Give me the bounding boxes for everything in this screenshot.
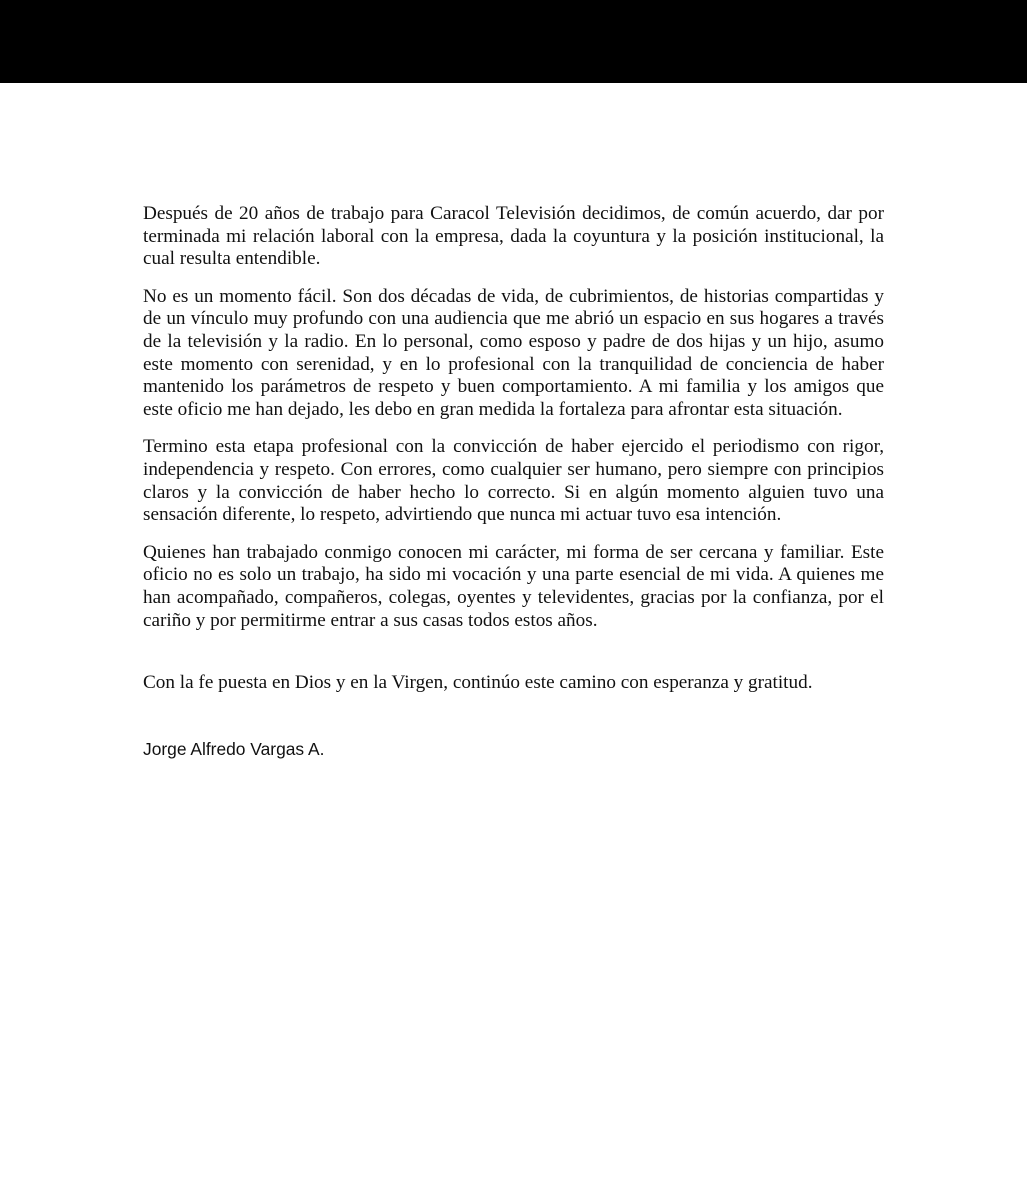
paragraph-4: Quienes han trabajado conmigo conocen mi carácter, mi forma de ser cercana y familiar. Este oficio no es solo un trabajo, ha sido mi vocación y una parte esencial de mi vida. A quienes me han acompañado, compañeros, colegas, oyentes y televidentes, gracias por la confianza, por el cariño y por permitirme entrar a sus casas todos estos años. (143, 541, 884, 631)
paragraph-2: No es un momento fácil. Son dos décadas de vida, de cubrimientos, de historias compartidas y de un vínculo muy profundo con una audiencia que me abrió un espacio en sus hogares a través de la televisión y la radio. En lo personal, como esposo y padre de dos hijas y un hijo, asumo este momento con serenidad, y en lo profesional con la tranquilidad de conciencia de haber mantenido los parámetros de respeto y buen comportamiento. A mi familia y los amigos que este oficio me han dejado, les debo en gran medida la fortaleza para afrontar esta situación. (143, 285, 884, 420)
letter-body (143, 203, 884, 775)
document-page (0, 83, 1027, 1200)
signature: Jorge Alfredo Vargas A. (143, 738, 325, 759)
closing-line: Con la fe puesta en Dios y en la Virgen, continúo este camino con esperanza y gratitud. (143, 672, 813, 694)
top-black-bar (0, 0, 1027, 83)
paragraph-3: Termino esta etapa profesional con la convicción de haber ejercido el periodismo con rigor, independencia y respeto. Con errores, como cualquier ser humano, pero siempre con principios claros y la convicción de haber hecho lo correcto. Si en algún momento alguien tuvo una sensación diferente, lo respeto, advirtiendo que nunca mi actuar tuvo esa intención. (143, 436, 884, 526)
paragraph-1: Después de 20 años de trabajo para Caracol Televisión decidimos, de común acuerdo, dar por terminada mi relación laboral con la empresa, dada la coyuntura y la posición institucional, la cual resulta entendible. (143, 203, 884, 270)
